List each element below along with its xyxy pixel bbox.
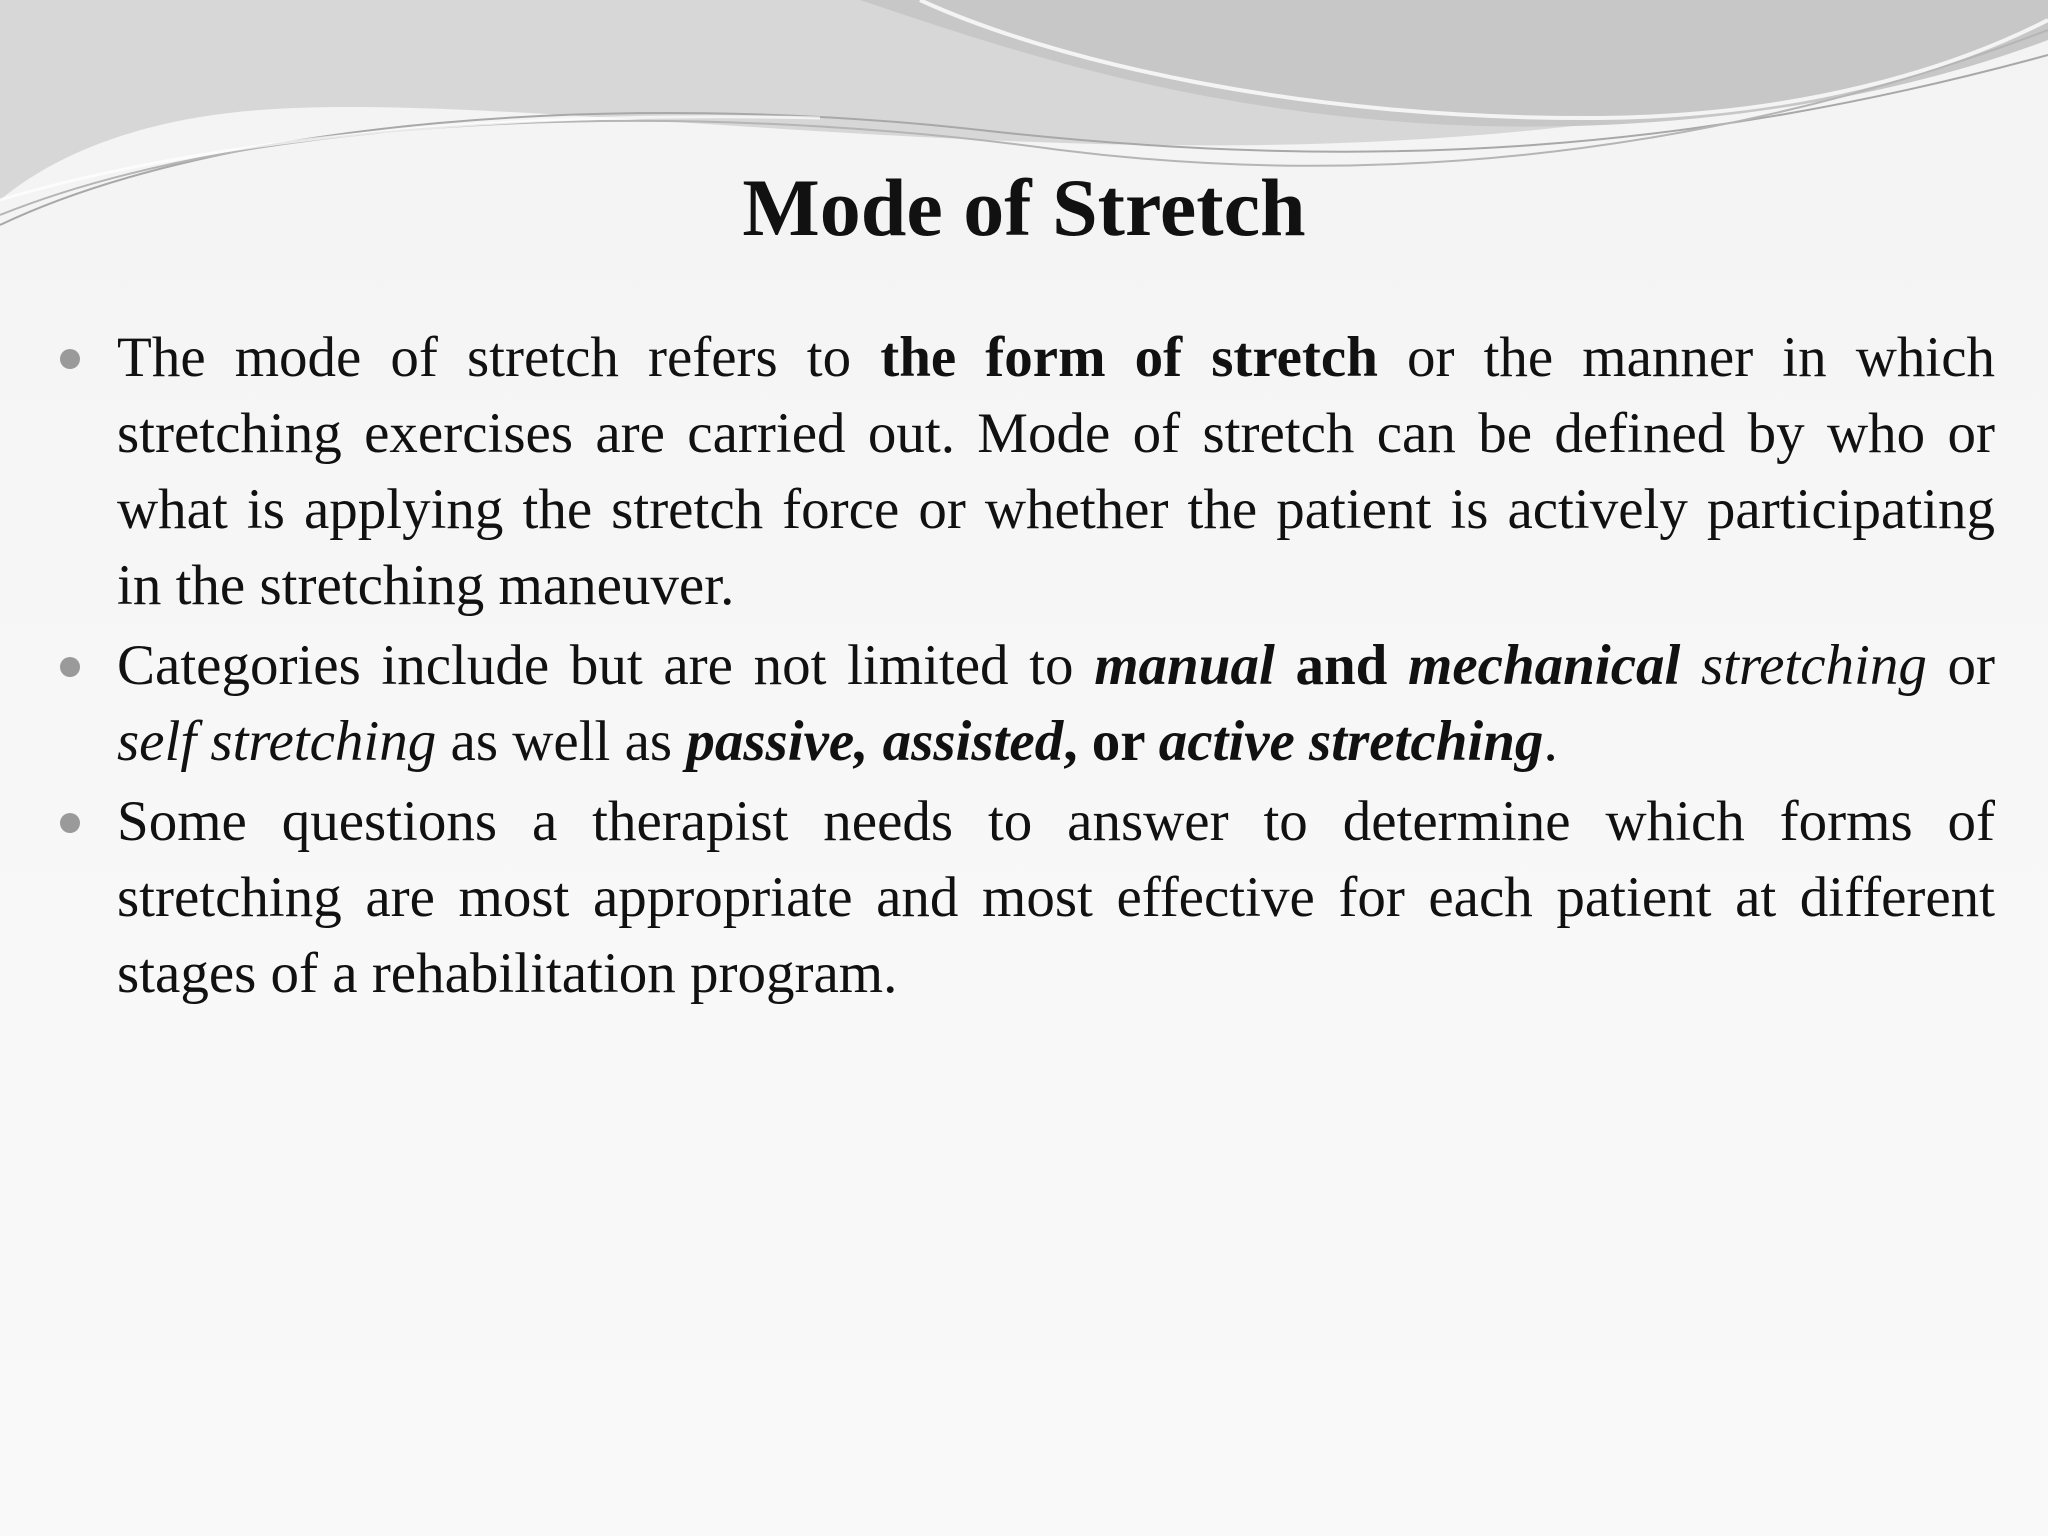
text-run-bold-italic: manual — [1094, 634, 1275, 697]
bullet-text — [117, 320, 1995, 624]
text-run-bold-italic: active stretching — [1158, 710, 1544, 773]
text-run: as well as — [436, 710, 687, 773]
text-run: . — [1543, 710, 1558, 773]
text-run-bold: , or — [1063, 710, 1159, 773]
bullet-item — [117, 628, 1995, 780]
text-run: The mode of stretch refers to — [117, 326, 881, 389]
bullet-item — [117, 320, 1995, 624]
text-run-italic: self stretching — [117, 710, 437, 773]
text-run: Categories include but are not limited to — [117, 634, 1095, 697]
bullet-dot-icon — [60, 657, 80, 677]
bullet-dot-icon — [60, 349, 80, 369]
text-run-bold-italic: passive, assisted — [686, 710, 1064, 773]
text-run: or — [1926, 634, 1996, 697]
text-run-bold: the form of stretch — [880, 326, 1378, 389]
slide-title: Mode of Stretch — [742, 162, 1306, 253]
text-run-bold: and — [1274, 634, 1409, 697]
bullet-dot-icon — [60, 813, 80, 833]
text-run-bold-italic: mechanical — [1408, 634, 1681, 697]
text-run: Some questions a therapist needs to answer to determine which forms of stretching are most appropriate and most effective for each patient at different stages of a rehabilitation program. — [117, 790, 1995, 1005]
bullet-text — [117, 784, 1995, 1012]
bullet-text — [117, 628, 1995, 780]
text-run-italic: stretching — [1680, 634, 1927, 697]
text-run: or the manner in which stretching exercises are carried out. Mode of stretch can be defined by who or what is applying the stretch force or whether the patient is actively participating in the stretching maneuver. — [117, 326, 1995, 617]
bullet-list — [117, 320, 1995, 1016]
bullet-item — [117, 784, 1995, 1012]
